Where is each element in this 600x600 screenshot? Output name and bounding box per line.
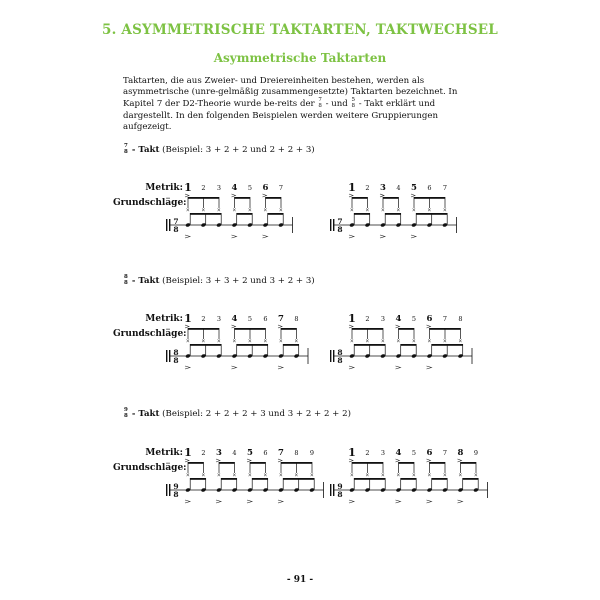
x-notehead: × xyxy=(458,472,463,479)
accent-mark xyxy=(185,325,189,328)
staff-accent-mark xyxy=(349,235,354,238)
metrik-beat: 8 xyxy=(294,315,299,323)
metrik-beat: 2 xyxy=(365,449,370,457)
percussion-clef-icon xyxy=(333,219,334,231)
x-notehead: × xyxy=(216,472,221,479)
x-notehead: × xyxy=(263,207,268,214)
metrik-beat: 1 xyxy=(348,181,356,194)
metrik-beat: 5 xyxy=(411,449,417,457)
staff-accent-mark xyxy=(380,235,385,238)
grundschlaege-label-3: Grundschläge: xyxy=(113,463,187,473)
accent-mark xyxy=(411,194,415,197)
x-notehead: × xyxy=(201,207,206,214)
accent-mark xyxy=(427,459,431,462)
x-notehead: × xyxy=(247,472,252,479)
accent-mark xyxy=(185,194,189,197)
x-notehead: × xyxy=(294,472,299,479)
x-notehead: × xyxy=(278,207,283,214)
metrik-beat: 2 xyxy=(201,449,206,457)
staff-accent-mark xyxy=(427,500,432,503)
x-notehead: × xyxy=(411,207,416,214)
x-notehead: × xyxy=(278,472,283,479)
x-notehead: × xyxy=(396,207,401,214)
metrik-beat: 6 xyxy=(263,315,268,323)
staff-accent-mark xyxy=(396,366,401,369)
beam xyxy=(430,462,446,464)
accent-mark xyxy=(349,459,353,462)
metrik-beat: 6 xyxy=(262,183,269,193)
metrik-beat: 7 xyxy=(278,184,284,192)
time-signature-denominator: 8 xyxy=(337,490,343,499)
percussion-clef-icon xyxy=(166,219,167,231)
x-notehead: × xyxy=(349,472,354,479)
x-notehead: × xyxy=(427,338,432,345)
metrik-beat: 4 xyxy=(396,184,401,192)
metrik-beat: 8 xyxy=(294,449,299,457)
beam xyxy=(188,462,204,464)
x-notehead: × xyxy=(365,472,370,479)
metrik-beat: 3 xyxy=(216,184,222,192)
staff-accent-mark xyxy=(411,235,416,238)
metrik-beat: 5 xyxy=(247,448,253,458)
metrik-beat: 5 xyxy=(411,183,417,193)
metrik-beat: 2 xyxy=(365,315,370,323)
staff-accent-mark xyxy=(247,500,252,503)
metrik-beat: 4 xyxy=(395,448,402,458)
staff-beam xyxy=(252,478,268,480)
x-notehead: × xyxy=(442,207,447,214)
metrik-beat: 3 xyxy=(380,315,386,323)
time-signature-denominator: 8 xyxy=(173,490,179,499)
staff-accent-mark xyxy=(278,500,283,503)
x-notehead: × xyxy=(216,207,221,214)
staff-beam xyxy=(385,213,401,215)
staff-beam xyxy=(463,478,479,480)
percussion-clef-icon xyxy=(169,484,170,496)
x-notehead: × xyxy=(232,207,237,214)
beam xyxy=(352,197,368,199)
metrik-beat: 8 xyxy=(458,315,463,323)
accent-mark xyxy=(232,325,236,328)
x-notehead: × xyxy=(427,472,432,479)
metrik-label-3: Metrik: xyxy=(145,448,183,458)
time-signature-denominator: 8 xyxy=(337,225,343,234)
time-signature-numerator: 8 xyxy=(173,348,179,357)
intro-text-3: - Takt erklärt und dargestellt. In den folgenden Beispielen werden weitere Gruppierungen aufgezeigt. xyxy=(123,99,438,132)
page-number: - 91 - xyxy=(286,575,314,585)
accent-mark xyxy=(396,459,400,462)
section-1-fraction: 7 8 xyxy=(124,143,128,155)
percussion-clef-icon xyxy=(169,219,170,231)
staff-beam xyxy=(221,478,237,480)
x-notehead: × xyxy=(396,338,401,345)
staff-beam xyxy=(401,478,417,480)
staff-beam xyxy=(401,344,417,346)
accent-mark xyxy=(278,459,282,462)
section-2-fraction: 8 8 xyxy=(124,274,128,286)
section-3-fraction: 9 8 xyxy=(124,407,128,419)
metrik-beat: 6 xyxy=(426,314,433,324)
staff-accent-mark xyxy=(263,235,268,238)
accent-mark xyxy=(349,194,353,197)
staff-beam xyxy=(237,213,253,215)
staff-accent-mark xyxy=(349,366,354,369)
x-notehead: × xyxy=(411,472,416,479)
metrik-beat: 3 xyxy=(380,449,386,457)
x-notehead: × xyxy=(247,338,252,345)
staff-accent-mark xyxy=(185,235,190,238)
metrik-beat: 5 xyxy=(247,315,253,323)
metrik-beat: 3 xyxy=(216,448,222,458)
grundschlaege-label-2: Grundschläge: xyxy=(113,329,187,339)
intro-text-1: Taktarten, die aus Zweier- und Dreiereinheiten bestehen, werden als asymmetrische (unre-gelmäßig zusammengesetzte) Taktarten bezeichnet. In Kapitel 7 der D2-Theorie wurde be-reits der xyxy=(123,76,458,110)
intro-fraction-1: 7 8 xyxy=(318,97,322,109)
staff-accent-mark xyxy=(349,500,354,503)
beam xyxy=(266,197,282,199)
beam xyxy=(219,462,235,464)
metrik-beat: 2 xyxy=(365,184,370,192)
metrik-beat: 7 xyxy=(278,314,284,324)
metrik-label-1: Metrik: xyxy=(145,183,183,193)
metrik-beat: 1 xyxy=(184,312,192,325)
staff-beam xyxy=(190,478,206,480)
metrik-beat: 9 xyxy=(473,449,479,457)
accent-mark xyxy=(349,325,353,328)
x-notehead: × xyxy=(263,472,268,479)
metrik-beat: 5 xyxy=(411,315,417,323)
metrik-beat: 6 xyxy=(426,448,433,458)
metrik-beat: 4 xyxy=(231,314,238,324)
x-notehead: × xyxy=(427,207,432,214)
staff-accent-mark xyxy=(185,366,190,369)
percussion-clef-icon xyxy=(166,350,167,362)
x-notehead: × xyxy=(380,207,385,214)
x-notehead: × xyxy=(380,338,385,345)
x-notehead: × xyxy=(442,472,447,479)
metrik-beat: 7 xyxy=(442,449,448,457)
x-notehead: × xyxy=(294,338,299,345)
x-notehead: × xyxy=(216,338,221,345)
metrik-beat: 6 xyxy=(263,449,268,457)
accent-mark xyxy=(396,325,400,328)
section-heading-3: 9 8 - Takt (Beispiel: 2 + 2 + 2 + 3 und 3 + 2 + 2 + 2) xyxy=(124,407,351,420)
x-notehead: × xyxy=(185,338,190,345)
metrik-beat: 3 xyxy=(380,183,386,193)
x-notehead: × xyxy=(232,472,237,479)
intro-text-2: - und xyxy=(322,99,351,110)
section-heading-2: 8 8 - Takt (Beispiel: 3 + 3 + 2 und 3 + 2 + 3) xyxy=(124,274,315,287)
metrik-beat: 1 xyxy=(348,312,356,325)
metrik-beat: 1 xyxy=(184,181,192,194)
accent-mark xyxy=(216,459,220,462)
x-notehead: × xyxy=(201,338,206,345)
staff-accent-mark xyxy=(216,500,221,503)
metrik-beat: 7 xyxy=(442,315,448,323)
accent-mark xyxy=(427,325,431,328)
staff-accent-mark xyxy=(458,500,463,503)
x-notehead: × xyxy=(458,338,463,345)
metrik-beat: 7 xyxy=(278,448,284,458)
accent-mark xyxy=(232,194,236,197)
section-heading-1: 7 8 - Takt (Beispiel: 3 + 2 + 2 und 2 + 2 + 3) xyxy=(124,143,315,156)
staff-accent-mark xyxy=(185,500,190,503)
beam xyxy=(250,462,266,464)
staff-accent-mark xyxy=(278,366,283,369)
beam xyxy=(281,328,297,330)
metrik-beat: 8 xyxy=(457,448,464,458)
staff-accent-mark xyxy=(232,235,237,238)
staff-accent-mark xyxy=(427,366,432,369)
accent-mark xyxy=(247,459,251,462)
staff-beam xyxy=(354,213,370,215)
chapter-title: 5. ASYMMETRISCHE TAKTARTEN, TAKTWECHSEL xyxy=(102,22,498,38)
x-notehead: × xyxy=(365,338,370,345)
x-notehead: × xyxy=(411,338,416,345)
metrik-beat: 4 xyxy=(395,314,402,324)
percussion-clef-icon xyxy=(333,350,334,362)
x-notehead: × xyxy=(380,472,385,479)
accent-mark xyxy=(458,459,462,462)
percussion-clef-icon xyxy=(330,484,331,496)
time-signature-numerator: 7 xyxy=(337,217,343,226)
x-notehead: × xyxy=(185,472,190,479)
x-notehead: × xyxy=(396,472,401,479)
beam xyxy=(399,328,415,330)
x-notehead: × xyxy=(349,338,354,345)
section-title: Asymmetrische Taktarten xyxy=(213,51,387,65)
time-signature-numerator: 7 xyxy=(173,217,179,226)
metrik-beat: 1 xyxy=(184,446,192,459)
metrik-label-2: Metrik: xyxy=(145,314,183,324)
time-signature-denominator: 8 xyxy=(337,356,343,365)
x-notehead: × xyxy=(278,338,283,345)
x-notehead: × xyxy=(232,338,237,345)
accent-mark xyxy=(185,459,189,462)
metrik-beat: 9 xyxy=(309,449,315,457)
time-signature-numerator: 9 xyxy=(337,482,343,491)
beam xyxy=(399,462,415,464)
metrik-beat: 2 xyxy=(201,184,206,192)
x-notehead: × xyxy=(201,472,206,479)
x-notehead: × xyxy=(263,338,268,345)
grundschlaege-label-1: Grundschläge: xyxy=(113,198,187,208)
percussion-clef-icon xyxy=(330,350,331,362)
beam xyxy=(461,462,477,464)
x-notehead: × xyxy=(349,207,354,214)
accent-mark xyxy=(278,325,282,328)
percussion-clef-icon xyxy=(166,484,167,496)
intro-fraction-2: 5 8 xyxy=(351,97,356,109)
percussion-clef-icon xyxy=(333,484,334,496)
time-signature-numerator: 9 xyxy=(173,482,179,491)
time-signature-numerator: 8 xyxy=(337,348,343,357)
staff-accent-mark xyxy=(396,500,401,503)
x-notehead: × xyxy=(365,207,370,214)
metrik-beat: 4 xyxy=(231,183,238,193)
metrik-beat: 3 xyxy=(216,315,222,323)
staff-accent-mark xyxy=(232,366,237,369)
beam xyxy=(383,197,399,199)
time-signature-denominator: 8 xyxy=(173,225,179,234)
x-notehead: × xyxy=(185,207,190,214)
percussion-clef-icon xyxy=(169,350,170,362)
staff-beam xyxy=(268,213,284,215)
accent-mark xyxy=(380,194,384,197)
metrik-beat: 6 xyxy=(427,184,432,192)
metrik-beat: 4 xyxy=(232,449,237,457)
x-notehead: × xyxy=(473,472,478,479)
x-notehead: × xyxy=(247,207,252,214)
staff-beam xyxy=(283,344,299,346)
accent-mark xyxy=(263,194,267,197)
beam xyxy=(235,197,251,199)
x-notehead: × xyxy=(309,472,314,479)
x-notehead: × xyxy=(442,338,447,345)
staff-beam xyxy=(432,478,448,480)
metrik-beat: 5 xyxy=(247,184,253,192)
metrik-beat: 2 xyxy=(201,315,206,323)
metrik-beat: 1 xyxy=(348,446,356,459)
time-signature-denominator: 8 xyxy=(173,356,179,365)
metrik-beat: 7 xyxy=(442,184,448,192)
percussion-clef-icon xyxy=(330,219,331,231)
